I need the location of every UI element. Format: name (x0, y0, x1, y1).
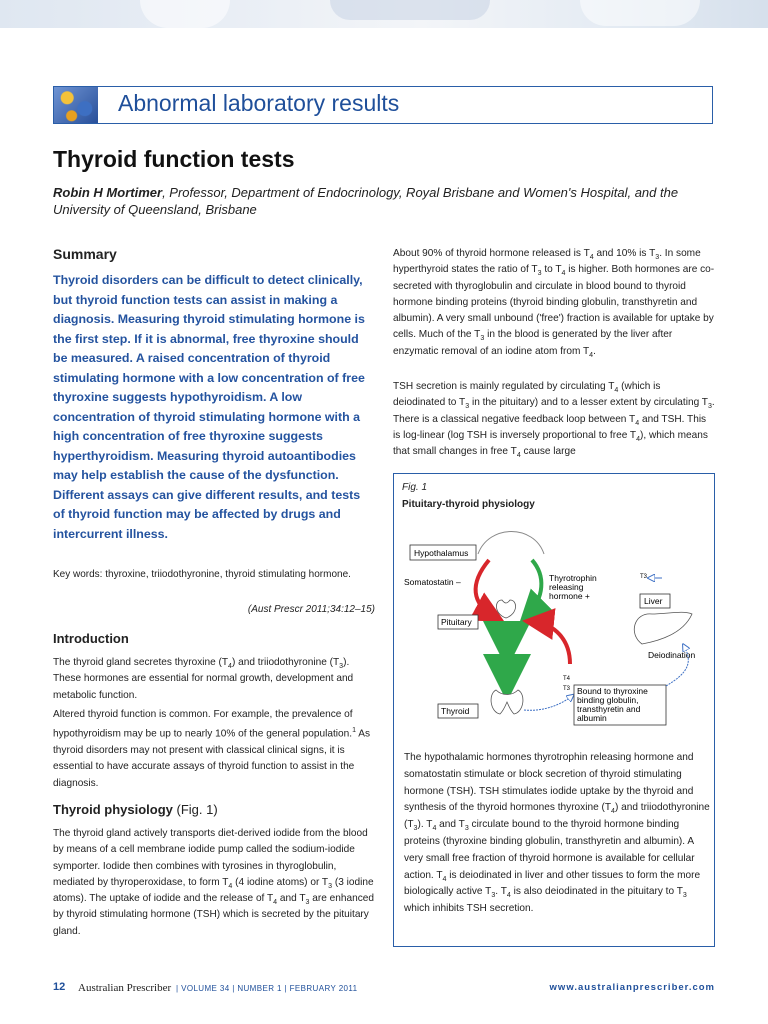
somatostatin-arrow (476, 560, 494, 616)
citation: (Aust Prescr 2011;34:12–15) (247, 604, 375, 615)
issue-info: | VOLUME 34 | NUMBER 1 | FEBRUARY 2011 (176, 984, 358, 993)
binding-label-4: albumin (577, 713, 607, 723)
hypothalamus-label: Hypothalamus (414, 548, 469, 558)
physiology-paragraph-1: The thyroid gland actively transports diet-derived iodide from the blood by means of a cell membrane iodide pump called the sodium-iodide symporter. Iodide then combines with tyrosines in thyroglobulin, mediated by thyroperoxidase, to form $T_4$ (4 iodine atoms) or $T_3$ (3 iodine atoms). The uptake of iodide and the release of $T_4$ and $T_3$ are enhanced by thyroid stimulating hormone (TSH) which is secreted by the pituitary gland. (53, 828, 375, 937)
thyroid-label: Thyroid (441, 706, 470, 716)
liver-label: Liver (644, 596, 663, 606)
banner-decoration (580, 0, 700, 26)
figure-1 (393, 473, 715, 947)
physiology-heading: Thyroid physiology (Fig. 1) (53, 802, 218, 817)
pituitary-minus: – (522, 619, 527, 629)
feedback-arrow (534, 622, 570, 664)
page-number: 12 (53, 981, 66, 993)
hypothalamus-outline (478, 532, 544, 555)
somatostatin-label: Somatostatin – (404, 577, 461, 587)
trh-label-2: releasing (549, 582, 584, 592)
banner-decoration (330, 0, 490, 20)
author-name: Robin H Mortimer (53, 185, 163, 200)
tsh-label: TSH (498, 657, 515, 667)
secretion-arrow (524, 696, 572, 710)
article-title: Thyroid function tests (53, 146, 295, 172)
summary-text: Thyroid disorders can be difficult to detect clinically, but thyroid function tests can assist in making a diagnosis. Measuring thyroid stimulating hormone is the first step. If it is abnormal, free thyroxine should be measured. A raised concentration of thyroid stimulating hormone with a low concentration of free thyroxine suggests hypothyroidism. A low concentration of thyroid stimulating hormone with a high concentration of free thyroxine suggests hyperthyroidism. Measuring thyroid autoantibodies may help establish the cause of the dysfunction. Different assays can give different results, and tests of thyroid function may be affected by drugs and intercurrent illness. (53, 273, 365, 541)
liver-t3-mark: T3 (640, 574, 648, 580)
pituitary-label: Pituitary (441, 617, 472, 627)
author-affiliation: , Professor, Department of Endocrinology, Royal Brisbane and Women's Hospital, and the University of Queensland, Brisbane (53, 185, 679, 217)
section-header (53, 86, 713, 124)
header-banner (0, 0, 768, 28)
right-paragraph-1: About 90% of thyroid hormone released is $T_4$ and 10% is $T_3$. In some hyperthyroid states the ratio of $T_3$ to $T_4$ is higher. Both hormones are co-secreted with thyroglobulin and circulate in blood bound to thyroid hormone binding proteins (thyroid binding globulin, transthyretin and albumin). A very small unbound ('free') fraction is available for uptake by cells. Much of the $T_3$ in the blood is generated by the liver after enzymatic removal of an iodine atom from $T_4$. (393, 248, 715, 359)
trh-label-3: hormone + (549, 591, 590, 601)
binding-label-1: Bound to thyroxine (577, 686, 648, 696)
section-image (54, 87, 98, 123)
binding-label-2: binding globulin, (577, 695, 639, 705)
trh-label-1: Thyrotrophin (549, 573, 597, 583)
figure-caption: The hypothalamic hormones thyrotrophin releasing hormone and somatostatin stimulate or block secretion of thyroid stimulating hormone (TSH). TSH stimulates iodide uptake by the thyroid and synthesis of the thyroid hormones thyroxine $(T_4)$ and triiodothyronine $(T_3)$. $T_4$ and $T_3$ circulate bound to the thyroid hormone binding proteins (thyroxine binding globulin, transthyretin and albumin). A very small free fraction of thyroid hormone is available for cellular action. $T_4$ is deiodinated in liver and other tissues to form the more biologically active $T_3$. $T_4$ is also deiodinated in the pituitary to $T_3$ which inhibits TSH secretion. (404, 752, 710, 915)
section-title: Abnormal laboratory results (118, 90, 400, 116)
intro-paragraph-2: Altered thyroid function is common. For example, the prevalence of hypothyroidism may be up to nearly 10% of the general population.$^1$ As thyroid disorders may not present with classical clinical signs, it is essential to have accurate assays of thyroid function to assist in the diagnosis. (53, 709, 371, 789)
figure-title: Pituitary-thyroid physiology (402, 499, 535, 510)
trh-arrow (528, 560, 541, 614)
liver-icon (634, 612, 692, 644)
deiodination-label: Deiodination (648, 650, 696, 660)
t4-mark: T4 (563, 676, 571, 682)
pituitary-icon (496, 600, 515, 618)
intro-heading: Introduction (53, 631, 129, 646)
banner-decoration (140, 0, 230, 28)
intro-paragraph-1: The thyroid gland secretes thyroxine $(T_4)$ and triiodothyronine $(T_3)$. These hormones are essential for normal growth, development and metabolic function. (53, 657, 354, 701)
summary-heading: Summary (53, 246, 117, 262)
binding-label-3: transthyretin and (577, 704, 641, 714)
figure-label: Fig. 1 (402, 482, 428, 493)
right-paragraph-2: TSH secretion is mainly regulated by circulating $T_4$ (which is deiodinated to $T_3$ in the pituitary) and to a lesser extent by circulating $T_3$. There is a classical negative feedback loop between $T_4$ and TSH. This is log-linear (log TSH is inversely proportional to free $T_4$), which means that small changes in free $T_4$ cause large (393, 381, 715, 460)
t3-mark: T3 (563, 686, 571, 692)
key-words: Key words: thyroxine, triiodothyronine, thyroid stimulating hormone. (53, 569, 351, 580)
physiology-diagram (394, 514, 714, 729)
author-line (53, 184, 693, 218)
thyroid-icon (491, 690, 523, 714)
journal-url[interactable]: www.australianprescriber.com (549, 982, 715, 993)
journal-name: Australian Prescriber (78, 982, 172, 994)
